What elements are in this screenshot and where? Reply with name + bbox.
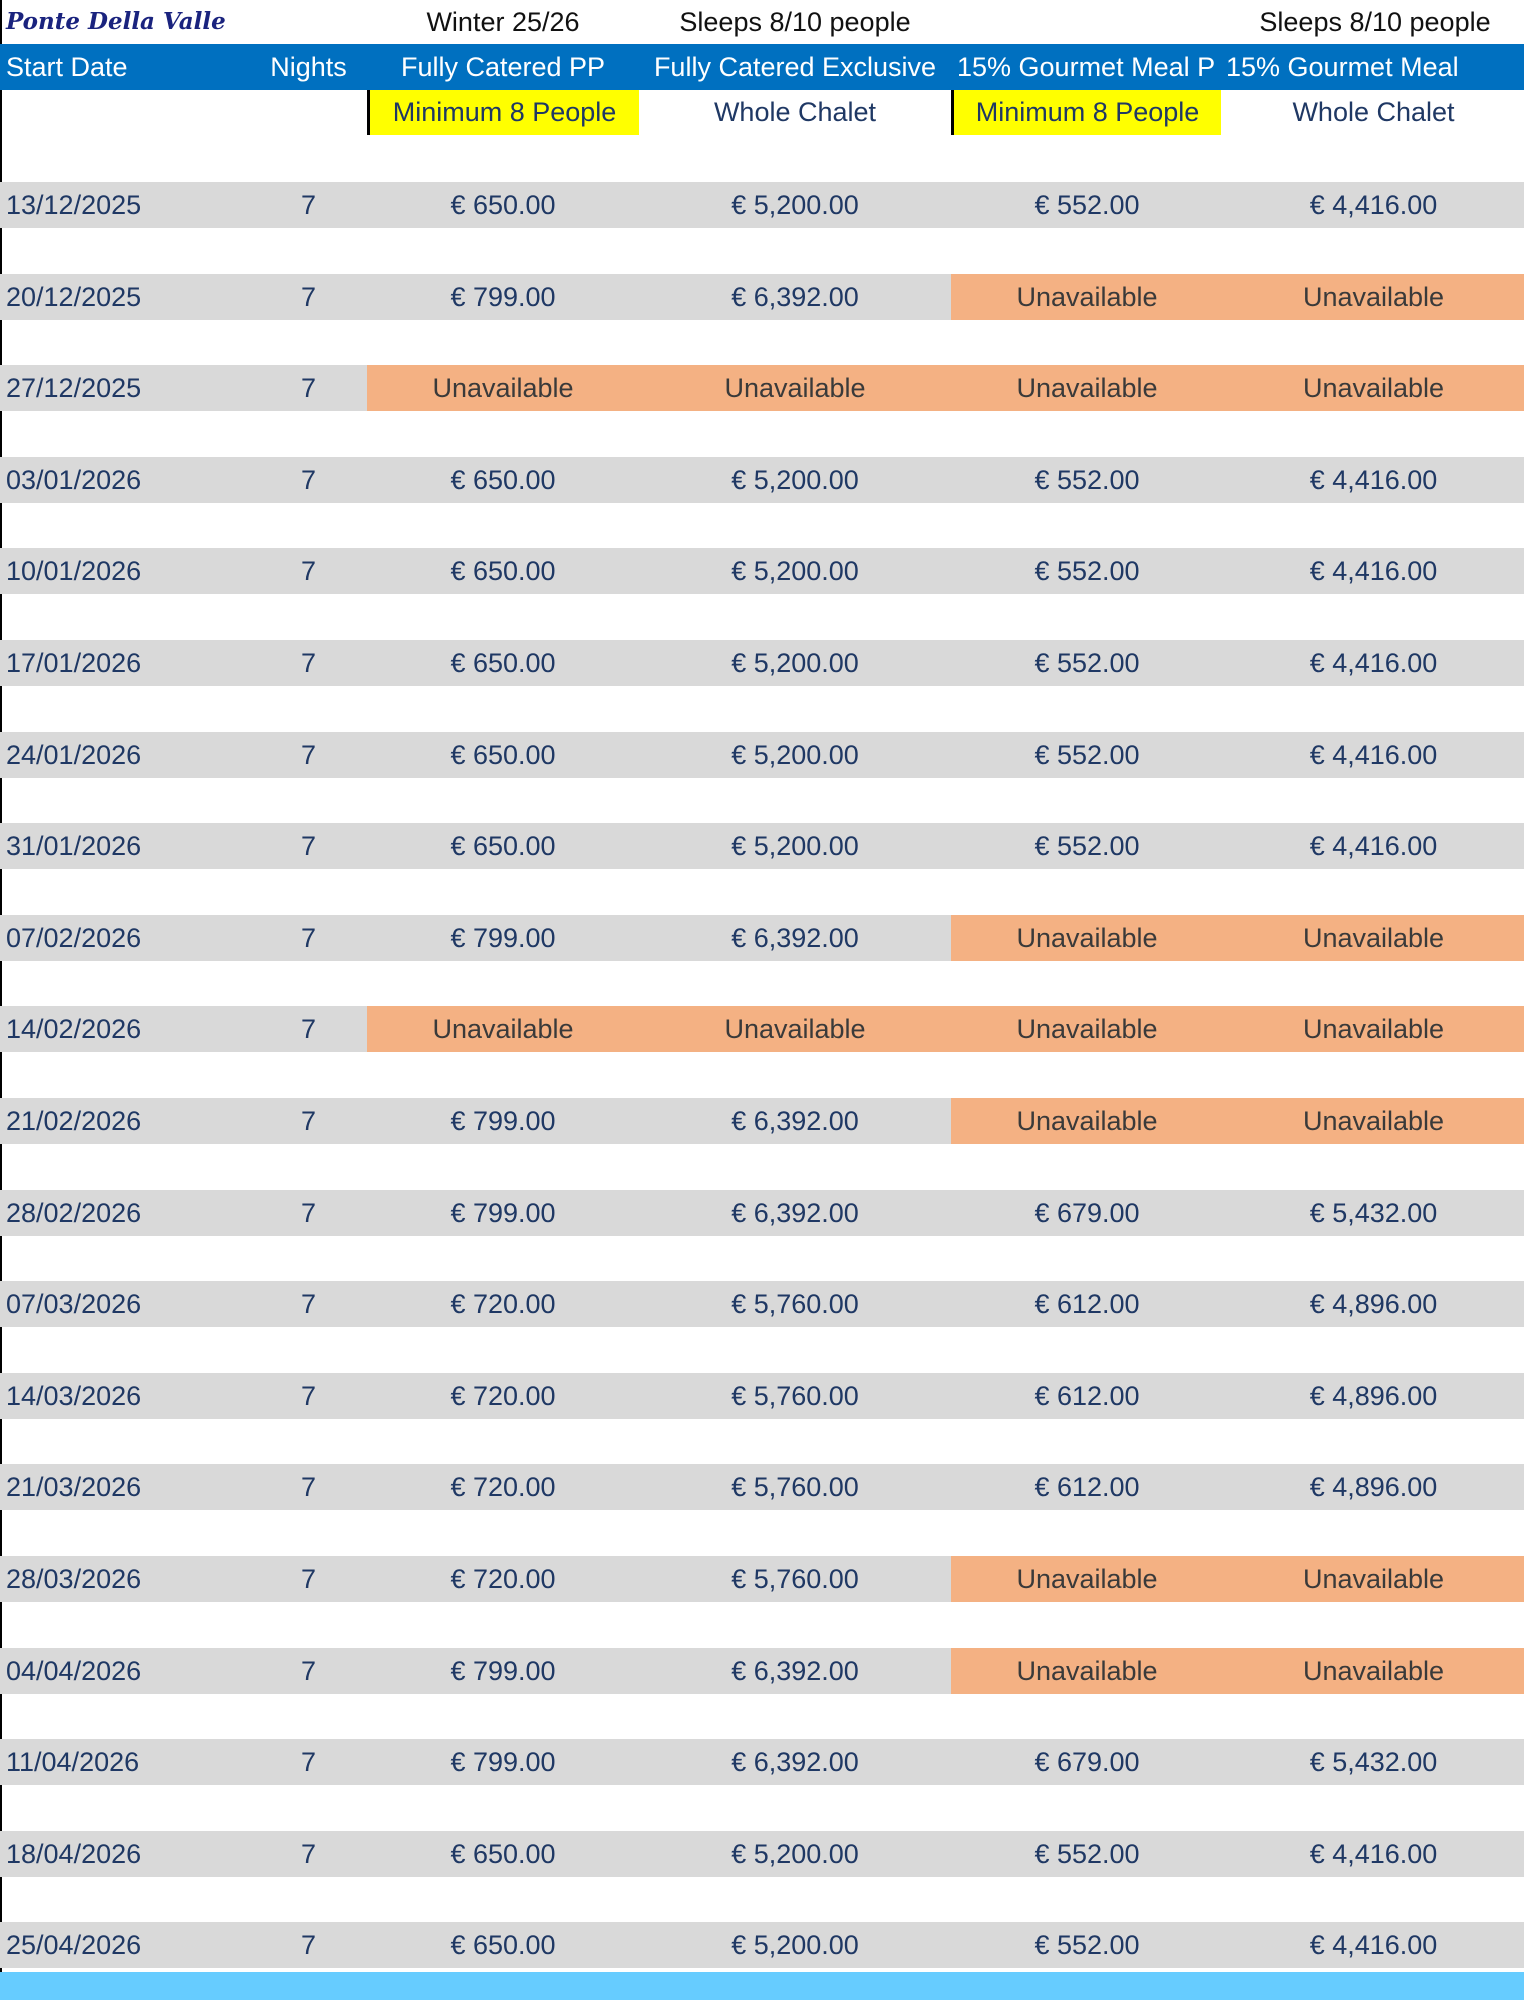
table-row (0, 1464, 1524, 1510)
cell-nights[interactable]: 7 (300, 740, 317, 770)
header-fully-catered-exclusive[interactable]: Fully Catered Exclusive (653, 52, 937, 82)
cell-fully-catered-exclusive[interactable]: € 6,392.00 (731, 1656, 859, 1686)
cell-nights[interactable]: 7 (300, 1198, 317, 1228)
cell-gourmet-meal-chalet[interactable]: Unavailable (1223, 915, 1524, 961)
subheader-row (0, 90, 1524, 135)
cell-gourmet-meal-pp[interactable]: € 552.00 (1034, 1839, 1140, 1869)
cell-fully-catered-pp[interactable]: € 720.00 (450, 1381, 556, 1411)
cell-gourmet-meal-chalet[interactable]: Unavailable (1223, 365, 1524, 411)
cell-start-date[interactable]: 03/01/2026 (6, 465, 142, 495)
cell-fully-catered-exclusive[interactable]: € 6,392.00 (731, 282, 859, 312)
cell-nights[interactable]: 7 (300, 923, 317, 953)
footer-bar (0, 1972, 1524, 2000)
cell-nights[interactable]: 7 (300, 556, 317, 586)
cell-nights[interactable]: 7 (300, 190, 317, 220)
cell-gourmet-meal-pp[interactable]: € 679.00 (1034, 1747, 1140, 1777)
cell-fully-catered-exclusive[interactable]: € 6,392.00 (731, 923, 859, 953)
cell-fully-catered-pp[interactable]: € 799.00 (450, 1747, 556, 1777)
cell-fully-catered-pp[interactable]: € 650.00 (450, 648, 556, 678)
cell-start-date[interactable]: 07/03/2026 (6, 1289, 142, 1319)
header-gourmet-meal-pp[interactable]: 15% Gourmet Meal P (957, 52, 1216, 82)
cell-gourmet-meal-pp[interactable]: € 552.00 (1034, 556, 1140, 586)
cell-gourmet-meal-chalet[interactable]: € 4,416.00 (1309, 740, 1438, 770)
cell-fully-catered-exclusive[interactable]: € 5,200.00 (731, 556, 859, 586)
cell-fully-catered-pp[interactable]: € 799.00 (450, 282, 556, 312)
cell-nights[interactable]: 7 (300, 1014, 317, 1044)
table-row (0, 365, 1524, 411)
cell-fully-catered-exclusive[interactable]: € 5,760.00 (731, 1381, 859, 1411)
brand-logo-text: Ponte Della Valle (6, 8, 226, 35)
cell-fully-catered-exclusive[interactable]: € 6,392.00 (731, 1198, 859, 1228)
table-row (0, 1739, 1524, 1785)
cell-fully-catered-exclusive[interactable]: € 5,760.00 (731, 1289, 859, 1319)
cell-fully-catered-pp[interactable]: € 650.00 (450, 831, 556, 861)
header-gourmet-meal-chalet[interactable]: 15% Gourmet Meal (1226, 52, 1459, 82)
cell-gourmet-meal-chalet[interactable]: € 4,416.00 (1309, 465, 1438, 495)
cell-gourmet-meal-pp[interactable]: Unavailable (951, 1556, 1223, 1602)
cell-fully-catered-exclusive[interactable]: Unavailable (639, 365, 951, 411)
season-label: Winter 25/26 (426, 7, 580, 37)
cell-gourmet-meal-pp[interactable]: Unavailable (951, 274, 1223, 320)
cell-gourmet-meal-chalet[interactable]: Unavailable (1223, 1006, 1524, 1052)
subheader-min-people-gourmet[interactable]: Minimum 8 People (951, 90, 1221, 135)
subheader-min-people-pp[interactable]: Minimum 8 People (367, 90, 639, 135)
header-nights[interactable]: Nights (270, 52, 347, 82)
cell-start-date[interactable]: 10/01/2026 (6, 556, 142, 586)
header-start-date[interactable]: Start Date (6, 52, 128, 82)
cell-fully-catered-exclusive[interactable]: € 5,200.00 (731, 465, 859, 495)
cell-fully-catered-pp[interactable]: € 799.00 (450, 1106, 556, 1136)
cell-start-date[interactable]: 18/04/2026 (6, 1839, 142, 1869)
cell-gourmet-meal-chalet[interactable]: Unavailable (1223, 274, 1524, 320)
cell-nights[interactable]: 7 (300, 1106, 317, 1136)
cell-nights[interactable]: 7 (300, 1747, 317, 1777)
cell-fully-catered-pp[interactable]: € 650.00 (450, 190, 556, 220)
cell-gourmet-meal-pp[interactable]: Unavailable (951, 1648, 1223, 1694)
cell-gourmet-meal-chalet[interactable]: Unavailable (1223, 1556, 1524, 1602)
cell-fully-catered-pp[interactable]: € 650.00 (450, 556, 556, 586)
cell-gourmet-meal-pp[interactable]: Unavailable (951, 915, 1223, 961)
cell-gourmet-meal-chalet[interactable]: Unavailable (1223, 1648, 1524, 1694)
cell-fully-catered-exclusive[interactable]: € 6,392.00 (731, 1106, 859, 1136)
cell-start-date[interactable]: 21/03/2026 (6, 1472, 142, 1502)
cell-fully-catered-pp[interactable]: € 720.00 (450, 1289, 556, 1319)
cell-start-date[interactable]: 13/12/2025 (6, 190, 142, 220)
cell-fully-catered-pp[interactable]: € 650.00 (450, 1930, 556, 1960)
title-row (0, 0, 1524, 44)
cell-nights[interactable]: 7 (300, 1839, 317, 1869)
cell-start-date[interactable]: 25/04/2026 (6, 1930, 142, 1960)
sleeps-label-left: Sleeps 8/10 people (679, 7, 911, 37)
cell-start-date[interactable]: 31/01/2026 (6, 831, 142, 861)
cell-gourmet-meal-pp[interactable]: € 552.00 (1034, 1930, 1140, 1960)
table-row (0, 1190, 1524, 1236)
cell-gourmet-meal-pp[interactable]: € 612.00 (1034, 1289, 1140, 1319)
cell-start-date[interactable]: 28/02/2026 (6, 1198, 142, 1228)
table-row (0, 640, 1524, 686)
cell-fully-catered-exclusive[interactable]: € 5,200.00 (731, 1930, 859, 1960)
cell-fully-catered-pp[interactable]: € 650.00 (450, 740, 556, 770)
cell-gourmet-meal-pp[interactable]: € 552.00 (1034, 831, 1140, 861)
cell-start-date[interactable]: 21/02/2026 (6, 1106, 142, 1136)
cell-fully-catered-pp[interactable]: € 720.00 (450, 1472, 556, 1502)
table-row (0, 1281, 1524, 1327)
cell-nights[interactable]: 7 (300, 831, 317, 861)
cell-start-date[interactable]: 14/03/2026 (6, 1381, 142, 1411)
cell-fully-catered-pp[interactable]: € 799.00 (450, 1656, 556, 1686)
cell-fully-catered-exclusive[interactable]: Unavailable (639, 1006, 951, 1052)
cell-nights[interactable]: 7 (300, 1289, 317, 1319)
cell-start-date[interactable]: 04/04/2026 (6, 1656, 142, 1686)
cell-gourmet-meal-pp[interactable]: € 552.00 (1034, 648, 1140, 678)
table-row (0, 182, 1524, 228)
cell-fully-catered-exclusive[interactable]: € 5,760.00 (731, 1564, 859, 1594)
table-row (0, 1556, 1524, 1602)
cell-fully-catered-pp[interactable]: € 799.00 (450, 923, 556, 953)
cell-fully-catered-pp[interactable]: Unavailable (367, 365, 639, 411)
cell-gourmet-meal-pp[interactable]: Unavailable (951, 1006, 1223, 1052)
cell-gourmet-meal-chalet[interactable]: € 5,432.00 (1309, 1198, 1438, 1228)
cell-gourmet-meal-chalet[interactable]: € 4,416.00 (1309, 648, 1438, 678)
cell-gourmet-meal-pp[interactable]: Unavailable (951, 365, 1223, 411)
table-row (0, 732, 1524, 778)
cell-nights[interactable]: 7 (300, 1564, 317, 1594)
table-row (0, 1098, 1524, 1144)
cell-fully-catered-exclusive[interactable]: € 5,200.00 (731, 648, 859, 678)
cell-start-date[interactable]: 11/04/2026 (6, 1747, 140, 1777)
table-row (0, 823, 1524, 869)
cell-gourmet-meal-chalet[interactable]: € 4,416.00 (1309, 190, 1438, 220)
cell-gourmet-meal-pp[interactable]: € 552.00 (1034, 740, 1140, 770)
column-header-row (0, 44, 1524, 90)
cell-gourmet-meal-chalet[interactable]: € 4,416.00 (1309, 556, 1438, 586)
cell-fully-catered-pp[interactable]: Unavailable (367, 1006, 639, 1052)
cell-fully-catered-exclusive[interactable]: € 5,200.00 (731, 831, 859, 861)
cell-start-date[interactable]: 17/01/2026 (6, 648, 142, 678)
cell-gourmet-meal-pp[interactable]: € 612.00 (1034, 1381, 1140, 1411)
subheader-whole-chalet[interactable]: Whole Chalet (713, 97, 877, 127)
cell-gourmet-meal-pp[interactable]: Unavailable (951, 1098, 1223, 1144)
cell-start-date[interactable]: 27/12/2025 (6, 373, 142, 403)
header-fully-catered-pp[interactable]: Fully Catered PP (400, 52, 606, 82)
cell-gourmet-meal-chalet[interactable]: € 4,896.00 (1309, 1289, 1438, 1319)
cell-fully-catered-pp[interactable]: € 650.00 (450, 465, 556, 495)
cell-fully-catered-exclusive[interactable]: € 5,200.00 (731, 190, 859, 220)
cell-gourmet-meal-pp[interactable]: € 552.00 (1034, 465, 1140, 495)
table-row (0, 457, 1524, 503)
cell-gourmet-meal-pp[interactable]: € 552.00 (1034, 190, 1140, 220)
cell-nights[interactable]: 7 (300, 1656, 317, 1686)
cell-gourmet-meal-pp[interactable]: € 679.00 (1034, 1198, 1140, 1228)
cell-start-date[interactable]: 20/12/2025 (6, 282, 142, 312)
cell-fully-catered-pp[interactable]: € 650.00 (450, 1839, 556, 1869)
sleeps-label-right: Sleeps 8/10 people (1259, 7, 1491, 37)
cell-start-date[interactable]: 07/02/2026 (6, 923, 142, 953)
table-row (0, 1922, 1524, 1968)
cell-fully-catered-exclusive[interactable]: € 5,760.00 (731, 1472, 859, 1502)
cell-gourmet-meal-chalet[interactable]: € 4,896.00 (1309, 1472, 1438, 1502)
cell-gourmet-meal-chalet[interactable]: Unavailable (1223, 1098, 1524, 1144)
cell-nights[interactable]: 7 (300, 373, 317, 403)
cell-gourmet-meal-chalet[interactable]: € 4,416.00 (1309, 1839, 1438, 1869)
cell-fully-catered-pp[interactable]: € 799.00 (450, 1198, 556, 1228)
cell-nights[interactable]: 7 (300, 648, 317, 678)
table-row (0, 548, 1524, 594)
table-row (0, 274, 1524, 320)
cell-start-date[interactable]: 14/02/2026 (6, 1014, 142, 1044)
cell-gourmet-meal-chalet[interactable]: € 5,432.00 (1309, 1747, 1438, 1777)
cell-nights[interactable]: 7 (300, 1472, 317, 1502)
table-row (0, 1831, 1524, 1877)
subheader-whole-chalet-gourmet[interactable]: Whole Chalet (1292, 97, 1455, 127)
cell-fully-catered-pp[interactable]: € 720.00 (450, 1564, 556, 1594)
cell-gourmet-meal-chalet[interactable]: € 4,416.00 (1309, 831, 1438, 861)
cell-start-date[interactable]: 28/03/2026 (6, 1564, 142, 1594)
cell-gourmet-meal-chalet[interactable]: € 4,896.00 (1309, 1381, 1438, 1411)
cell-fully-catered-exclusive[interactable]: € 5,200.00 (731, 740, 859, 770)
cell-nights[interactable]: 7 (300, 1930, 317, 1960)
table-row (0, 915, 1524, 961)
table-row (0, 1648, 1524, 1694)
cell-nights[interactable]: 7 (300, 282, 317, 312)
cell-fully-catered-exclusive[interactable]: € 5,200.00 (731, 1839, 859, 1869)
table-row (0, 1006, 1524, 1052)
cell-nights[interactable]: 7 (300, 1381, 317, 1411)
table-row (0, 1373, 1524, 1419)
cell-start-date[interactable]: 24/01/2026 (6, 740, 142, 770)
cell-gourmet-meal-chalet[interactable]: € 4,416.00 (1309, 1930, 1438, 1960)
cell-gourmet-meal-pp[interactable]: € 612.00 (1034, 1472, 1140, 1502)
cell-nights[interactable]: 7 (300, 465, 317, 495)
cell-fully-catered-exclusive[interactable]: € 6,392.00 (731, 1747, 859, 1777)
